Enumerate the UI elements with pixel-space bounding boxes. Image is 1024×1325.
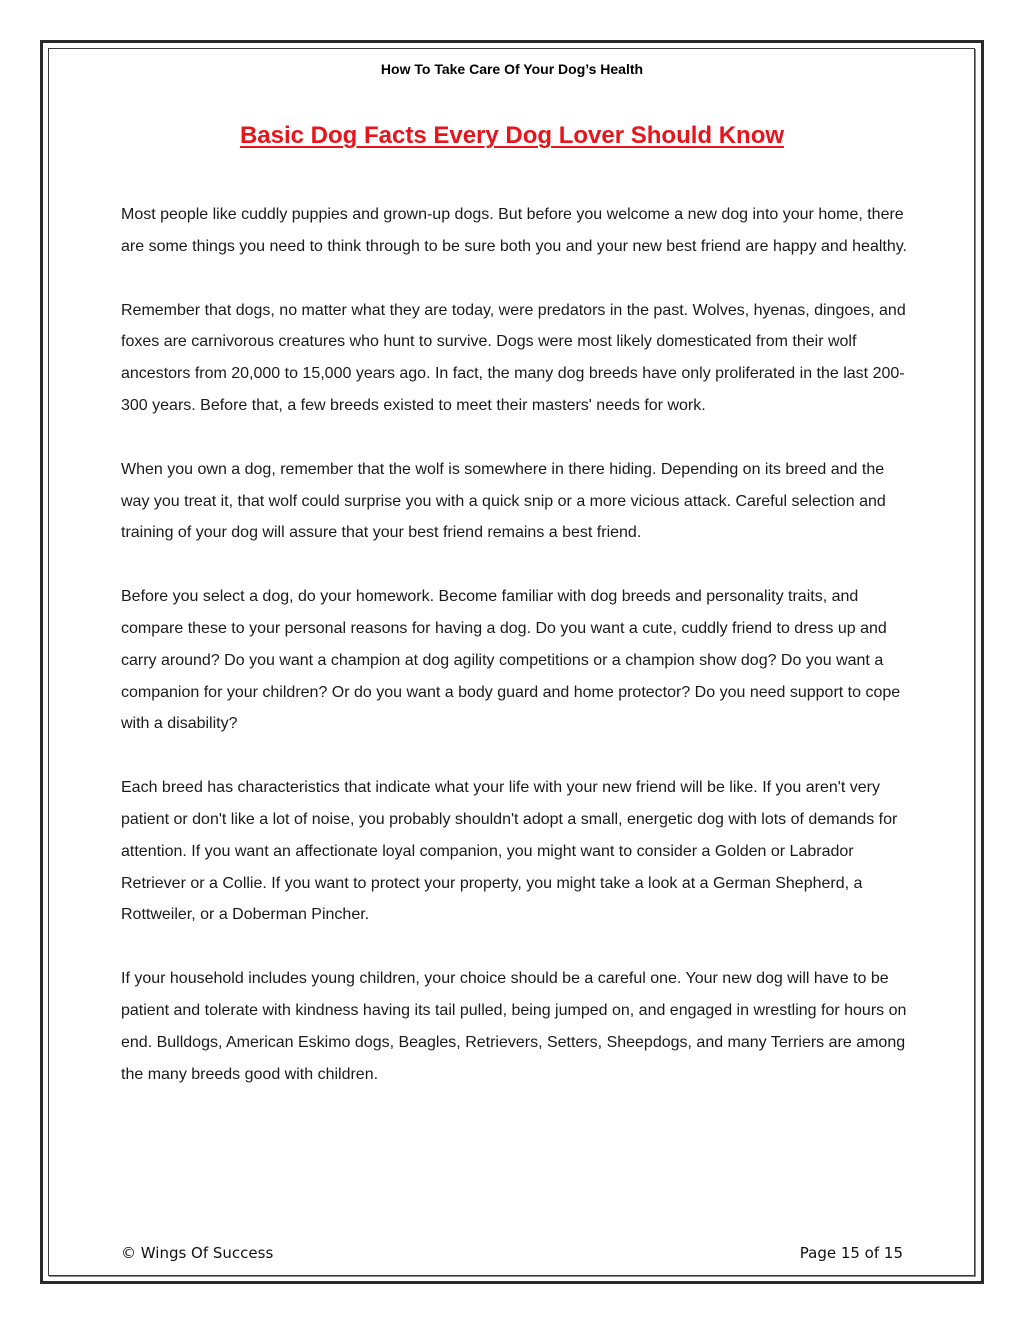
paragraph-breed-characteristics: Each breed has characteristics that indicate what your life with your new friend will be like. If you aren't very patient or don't like a lot of noise, you probably shouldn't adopt a small, energetic dog with lots of demands for attention. If you want an affectionate loyal companion, you might want to consider a Golden or Labrador Retriever or a Collie. If you want to protect your property, you might take a look at a German Shepherd, a Rottweiler, or a Doberman Pincher. bbox=[121, 779, 898, 924]
paragraph-wolf-within: When you own a dog, remember that the wolf is somewhere in there hiding. Depending on its breed and the way you treat it, that wolf could surprise you with a quick snip or a more vicious attack. Careful selection and training of your dog will assure that your best friend remains a best friend. bbox=[121, 460, 886, 542]
article-body bbox=[121, 199, 911, 1122]
running-header: How To Take Care Of Your Dog’s Health bbox=[380, 61, 644, 77]
paragraph-homework: Before you select a dog, do your homework. Become familiar with dog breeds and personality traits, and compare these to your personal reasons for having a dog. Do you want a cute, cuddly friend to dress up and carry around? Do you want a champion at dog agility competitions or a champion show dog? Do you want a companion for your children? Or do you want a body guard and home protector? Do you need support to cope with a disability? bbox=[121, 588, 901, 733]
paragraph-predators: Remember that dogs, no matter what they are today, were predators in the past. Wolves, hyenas, dingoes, and foxes are carnivorous creatures who hunt to survive. Dogs were most likely domesticated from their wolf ancestors from 20,000 to 15,000 years ago. In fact, the many dog breeds have only proliferated in the last 200-300 years. Before that, a few breeds existed to meet their masters' needs for work. bbox=[121, 301, 906, 414]
footer-page-number: Page 15 of 15 bbox=[799, 1244, 903, 1262]
page-footer bbox=[121, 1244, 903, 1262]
footer-copyright: © Wings Of Success bbox=[121, 1244, 274, 1262]
article-title: Basic Dog Facts Every Dog Lover Should Know bbox=[239, 122, 785, 149]
paragraph-children: If your household includes young children, your choice should be a careful one. Your new dog will have to be patient and tolerate with kindness having its tail pulled, being jumped on, and engaged in wrestling for hours on end. Bulldogs, American Eskimo dogs, Beagles, Retrievers, Setters, Sheepdogs, and many Terriers are among the many breeds good with children. bbox=[121, 970, 907, 1083]
paragraph-intro: Most people like cuddly puppies and grown-up dogs. But before you welcome a new dog into your home, there are some things you need to think through to be sure both you and your new best friend are happy and healthy. bbox=[121, 206, 907, 255]
